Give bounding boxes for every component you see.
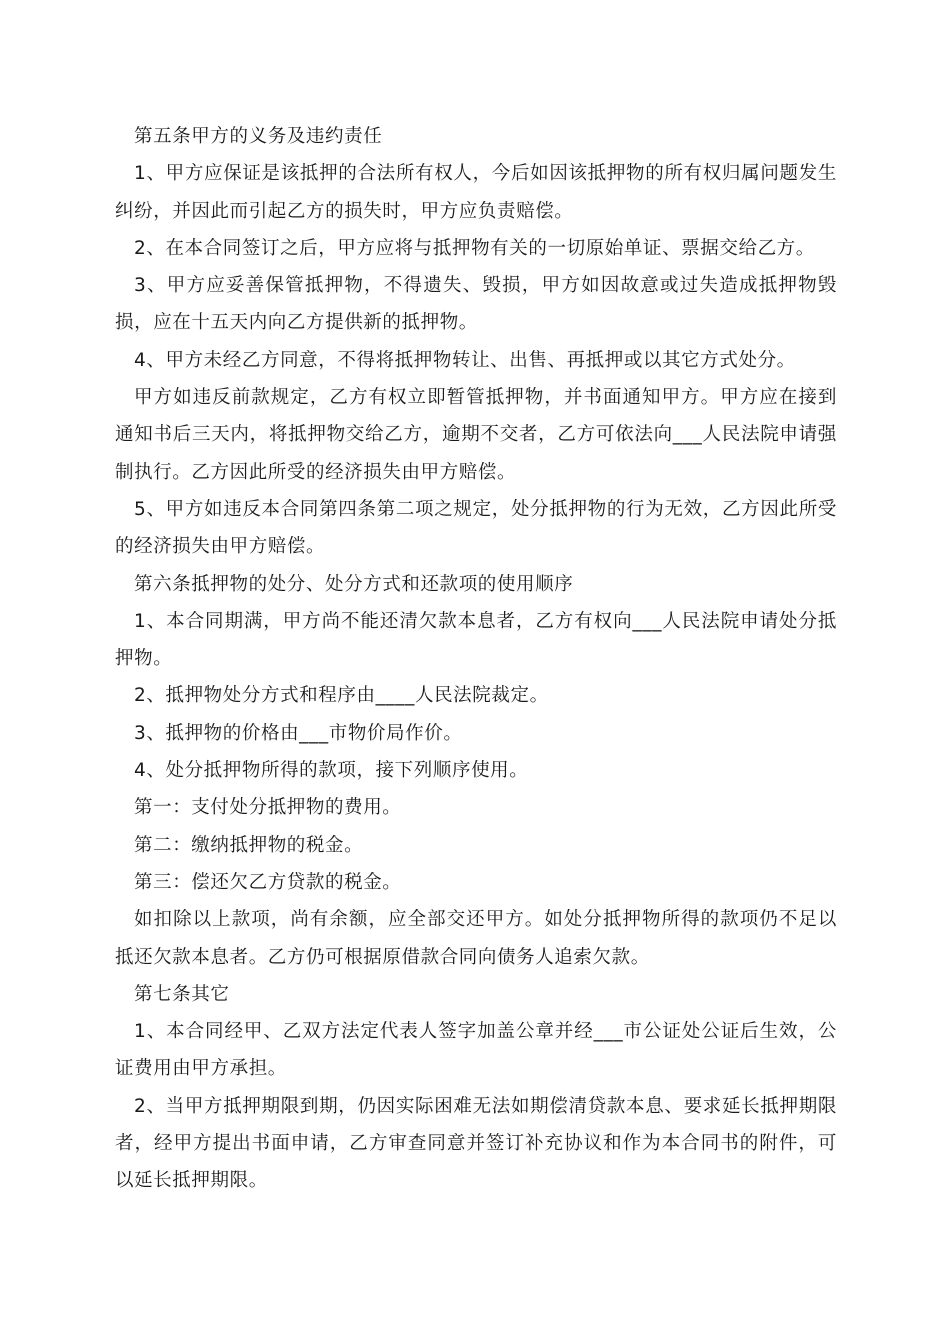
article-6-order-first: 第一：支付处分抵押物的费用。 — [134, 797, 402, 819]
article-5-clause-4: 4、甲方未经乙方同意，不得将抵押物转让、出售、再抵押或以其它方式处分。 — [134, 349, 796, 371]
article-5-clause-1: 1、甲方应保证是该抵押的合法所有权人，今后如因该抵押物的所有权归属问题发生纠纷，并因此而引起乙方的损失时，甲方应负责赔偿。 — [115, 163, 837, 222]
article-6-remainder: 如扣除以上款项，尚有余额，应全部交还甲方。如处分抵押物所得的款项仍不足以抵还欠款本息者。乙方仍可根据原借款合同向债务人追索欠款。 — [115, 909, 837, 968]
article-6-heading: 第六条抵押物的处分、处分方式和还款项的使用顺序 — [134, 573, 574, 595]
article-6-order-third: 第三：偿还欠乙方贷款的税金。 — [134, 871, 402, 893]
article-7-clause-1: 1、本合同经甲、乙双方法定代表人签字加盖公章并经___市公证处公证后生效，公证费用由甲方承担。 — [115, 1021, 837, 1080]
article-6-clause-4: 4、处分抵押物所得的款项，接下列顺序使用。 — [134, 760, 529, 782]
article-5-clause-5: 5、甲方如违反本合同第四条第二项之规定，处分抵押物的行为无效，乙方因此所受的经济损失由甲方赔偿。 — [115, 498, 837, 558]
article-6-order-second: 第二：缴纳抵押物的税金。 — [134, 834, 364, 856]
article-7-clause-2: 2、当甲方抵押期限到期，仍因实际困难无法如期偿清贷款本息、要求延长抵押期限者，经甲方提出书面申请，乙方审查同意并签订补充协议和作为本合同书的附件，可以延长抵押期限。 — [115, 1095, 837, 1192]
document-body — [115, 118, 837, 1200]
article-6-clause-1: 1、本合同期满，甲方尚不能还清欠款本息者，乙方有权向___人民法院申请处分抵押物。 — [115, 610, 837, 670]
article-5-clause-4-detail: 甲方如违反前款规定，乙方有权立即暂管抵押物，并书面通知甲方。甲方应在接到通知书后三天内，将抵押物交给乙方，逾期不交者，乙方可依法向___人民法院申请强制执行。乙方因此所受的经济损失由甲方赔偿。 — [115, 387, 837, 483]
article-5-clause-3: 3、甲方应妥善保管抵押物，不得遗失、毁损，甲方如因故意或过失造成抵押物毁损，应在十五天内向乙方提供新的抵押物。 — [115, 275, 837, 334]
article-6-clause-2: 2、抵押物处分方式和程序由____人民法院裁定。 — [134, 685, 549, 707]
article-5-heading: 第五条甲方的义务及违约责任 — [134, 126, 383, 147]
article-6-clause-3: 3、抵押物的价格由___市物价局作价。 — [134, 722, 463, 744]
article-5-clause-2: 2、在本合同签订之后，甲方应将与抵押物有关的一切原始单证、票据交给乙方。 — [134, 237, 815, 259]
article-7-heading: 第七条其它 — [134, 983, 230, 1005]
